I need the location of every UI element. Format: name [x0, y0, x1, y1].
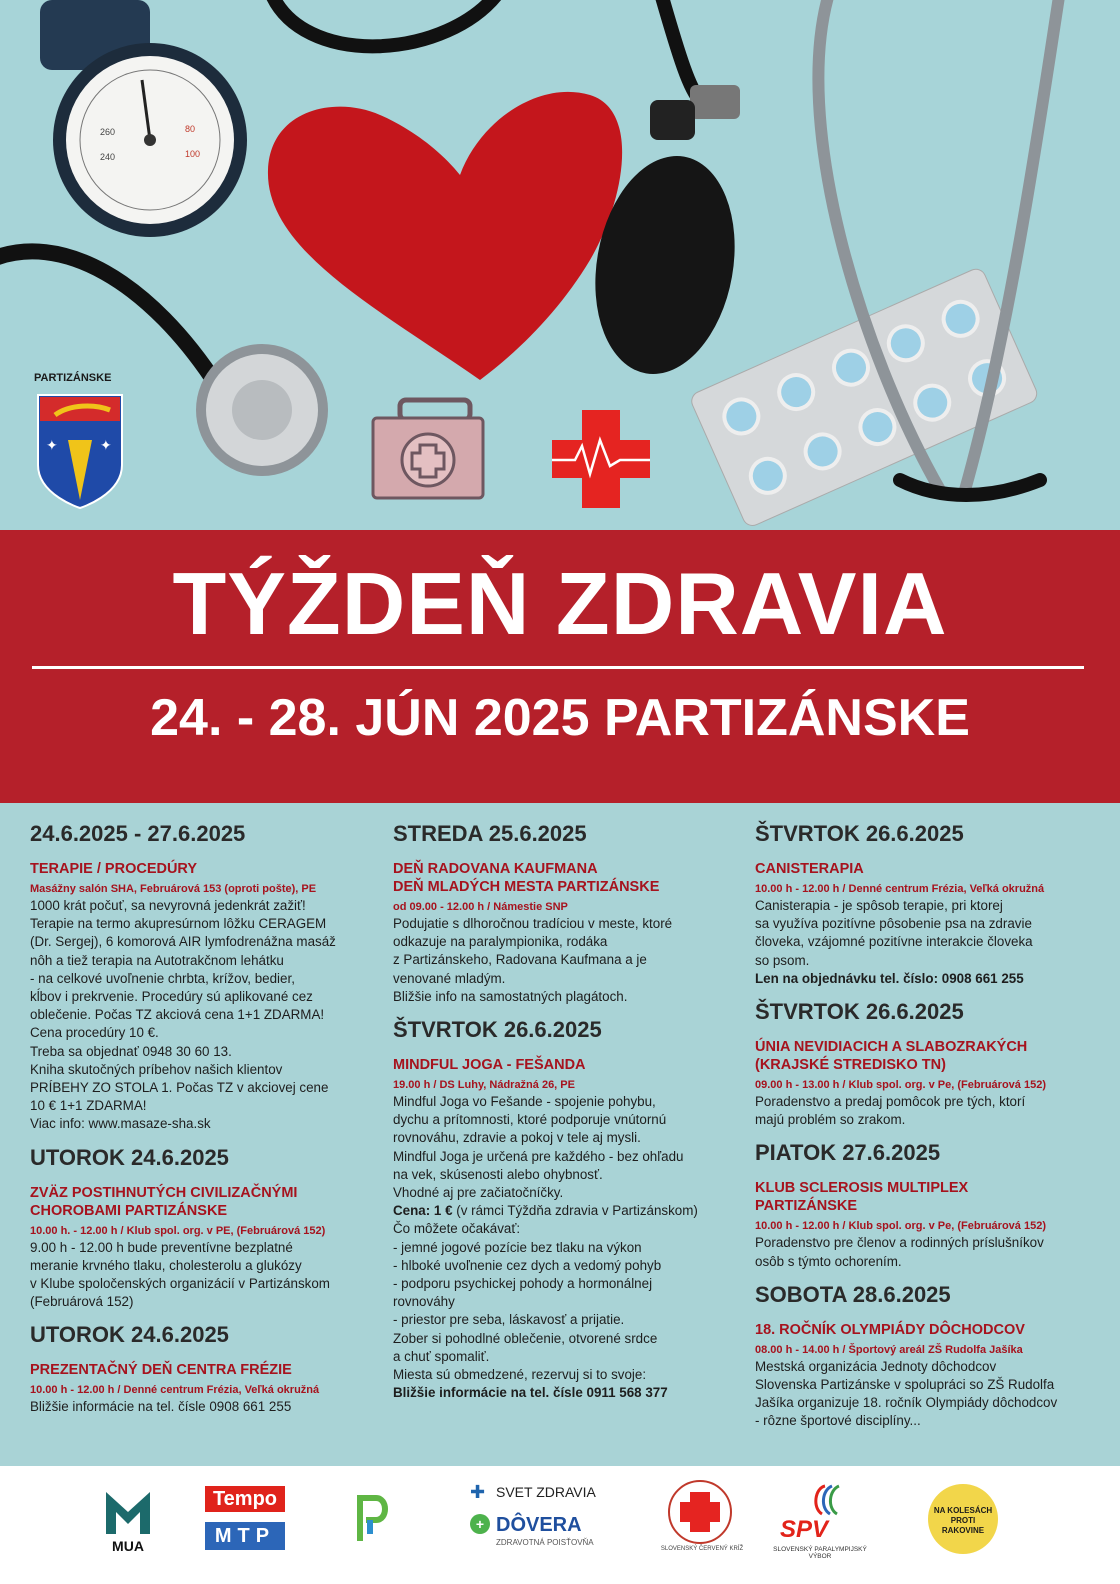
- event-price: [393, 1202, 733, 1220]
- hero-image: [0, 0, 1120, 530]
- medical-still-life: [0, 0, 1120, 530]
- event-block: [755, 998, 1095, 1129]
- event-place: 10.00 h - 12.00 h / Denné centrum Frézia, Veľká okružná: [755, 883, 1045, 895]
- event-date: SOBOTA 28.6.2025: [755, 1281, 951, 1307]
- chestpiece-icon: [196, 344, 328, 476]
- event-title: MINDFUL JOGA - FEŠANDA: [393, 1057, 586, 1074]
- svg-text:✦: ✦: [100, 438, 112, 454]
- page-subtitle: 24. - 28. JÚN 2025 PARTIZÁNSKE: [150, 689, 970, 747]
- heart-icon: [268, 92, 622, 380]
- page-title: TÝŽDEŇ ZDRAVIA: [172, 554, 948, 653]
- event-block: [393, 820, 733, 1006]
- svet-zdravia-dovera-logo: ✚ SVET ZDRAVIA + DÔVERA ZDRAVOTNÁ POISŤOVŇA: [470, 1482, 596, 1547]
- program-column-3: [755, 820, 1095, 1441]
- event-date: 24.6.2025 - 27.6.2025: [30, 821, 246, 846]
- red-cross-logo: SLOVENSKÝ ČERVENÝ KRÍŽ: [668, 1480, 732, 1544]
- price-label: Cena: 1 €: [393, 1203, 453, 1219]
- event-block: [30, 1144, 382, 1312]
- event-description: Podujatie s dlhoročnou tradíciou v meste, ktoré odkazuje na paralympionika, rodáka z Partizánskeho, Radovana Kaufmana a je venované mladým. Bližšie info na samostatných plagátoch.: [393, 916, 673, 1004]
- event-date: STREDA 25.6.2025: [393, 821, 587, 846]
- town-crest-icon: [38, 395, 122, 508]
- event-description: 9.00 h - 12.00 h bude preventívne bezplatné meranie krvného tlaku, cholesterolu a glukózy v Klube spoločenských organizácií v Partizánskom (Februárová 152): [30, 1239, 330, 1310]
- green-p-logo: [352, 1486, 392, 1558]
- mua-logo: MUA: [98, 1484, 158, 1564]
- partner-logos: [0, 1466, 1120, 1584]
- event-date: PIATOK 27.6.2025: [755, 1140, 941, 1166]
- svg-text:240: 240: [100, 152, 116, 162]
- event-title: ÚNIA NEVIDIACICH A SLABOZRAKÝCH (KRAJSKÉ STREDISKO TN): [755, 1039, 1028, 1074]
- price-note: (v rámci Týždňa zdravia v Partizánskom): [452, 1203, 698, 1219]
- tube-left-icon: [0, 251, 220, 390]
- program-column-2: [393, 820, 733, 1412]
- event-block: [755, 1281, 1095, 1431]
- event-title: TERAPIE / PROCEDÚRY: [30, 861, 198, 877]
- medical-cross-icon: [552, 410, 650, 508]
- event-title: KLUB SCLEROSIS MULTIPLEX PARTIZÁNSKE: [755, 1180, 969, 1215]
- event-description: Bližšie informácie na tel. čísle 0908 661 255: [30, 1399, 292, 1415]
- event-place: Masážny salón SHA, Februárová 153 (oproti pošte), PE: [30, 883, 317, 895]
- event-contact: Len na objednávku tel. číslo: 0908 661 255: [755, 970, 1024, 986]
- pressure-gauge-icon: [40, 0, 247, 237]
- spv-logo: SPV SLOVENSKÝ PARALYMPIJSKÝ VÝBOR: [770, 1480, 870, 1570]
- event-date: ŠTVRTOK 26.6.2025: [755, 821, 964, 846]
- program-column-1: [30, 820, 382, 1427]
- svg-text:80: 80: [185, 124, 196, 134]
- event-description: Mestská organizácia Jednoty dôchodcov Slovenska Partizánske v spolupráci so ZŠ Rudolfa Jašíka organizuje 18. ročník Olympiády dôchodcov - rôzne športové disciplíny...: [755, 1358, 1058, 1429]
- tube-top-icon: [270, 0, 500, 46]
- event-description: Canisterapia - je spôsob terapie, pri ktorej sa využíva pozitívne pôsobenie psa na zdravie človeka, vzájomné pozitívne interakcie človeka so psom.: [755, 898, 1033, 968]
- event-place: 09.00 h - 13.00 h / Klub spol. org. v Pe, (Februárová 152): [755, 1079, 1046, 1092]
- event-date: UTOROK 24.6.2025: [30, 1144, 229, 1170]
- event-title: DEŇ RADOVANA KAUFMANA DEŇ MLADÝCH MESTA PARTIZÁNSKE: [393, 861, 660, 895]
- event-block: [393, 1016, 733, 1402]
- event-date: ŠTVRTOK 26.6.2025: [755, 999, 964, 1025]
- event-description: Mindful Joga vo Fešande - spojenie pohybu, dychu a prítomnosti, ktoré podporuje vnútornú rovnováhu, zdravie a pokoj v tele aj mysli. Mindful Joga je určená pre každého - bez ohľadu na vek, skúsenosti alebo ohybnosť. Vhodné aj pre začiatočníčky.: [393, 1094, 684, 1201]
- event-title: CANISTERAPIA: [755, 861, 864, 877]
- event-date: UTOROK 24.6.2025: [30, 1322, 229, 1348]
- title-divider: [32, 666, 1084, 669]
- event-description: Poradenstvo pre členov a rodinných príslušníkov osôb s týmto ochorením.: [755, 1235, 1044, 1269]
- event-place: 08.00 h - 14.00 h / Športový areál ZŠ Rudolfa Jašíka: [755, 1343, 1023, 1356]
- event-description: 1000 krát počuť, sa nevyrovná jedenkrát zažiť! Terapie na termo akupresúrnom lôžku CERAGEM (Dr. Sergej), 6 komorová AIR lymfodrenážna masáž nôh a tiež terapia na Autotrakčnom lehátku - na celkové uvoľnenie chrbta, krížov, bedier, kĺbov i prekrvenie. Procedúry sú aplikované cez oblečenie. Počas TZ akciová cena 1+1 ZDARMA! Cena procedúry 10 €. Treba sa objednať 0948 30 60 13. Kniha skutočných príbehov našich klientov PRÍBEHY ZO STOLA 1. Počas TZ v akciovej cene 10 € 1+1 ZDARMA! Viac info: www.masaze-sha.sk: [30, 898, 336, 1132]
- event-title: ZVÄZ POSTIHNUTÝCH CIVILIZAČNÝMI CHOROBAMI PARTIZÁNSKE: [30, 1184, 298, 1219]
- tube-pump-icon: [660, 0, 700, 100]
- event-block: [30, 820, 382, 1134]
- event-description: Poradenstvo a predaj pomôcok pre tých, ktorí majú problém so zrakom.: [755, 1094, 1026, 1128]
- event-place: 10.00 h - 12.00 h / Denné centrum Frézia, Veľká okružná: [30, 1384, 320, 1397]
- event-date: ŠTVRTOK 26.6.2025: [393, 1017, 602, 1043]
- event-description-more: Čo môžete očakávať: - jemné jogové pozície bez tlaku na výkon - hlboké uvoľnenie cez dych a vedomý pohyb - podporu psychickej pohody a hormonálnej rovnováhy - priestor pre seba, láskavosť a prijatie. Zober si pohodlné oblečenie, otvorené srdce a chuť spomaliť. Miesta sú obmedzené, rezervuj si to svoje:: [393, 1221, 662, 1383]
- event-place: 19.00 h / DS Luhy, Nádražná 26, PE: [393, 1079, 575, 1092]
- event-block: [755, 1139, 1095, 1270]
- first-aid-kit-icon: [373, 400, 483, 498]
- event-title: PREZENTAČNÝ DEŇ CENTRA FRÉZIE: [30, 1362, 292, 1379]
- tempo-mtp-logo: Tempo MTP: [205, 1486, 285, 1562]
- event-place: 10.00 h - 12.00 h / Klub spol. org. v Pe, (Februárová 152): [755, 1220, 1046, 1233]
- na-kolesach-logo: NA KOLESÁCH PROTI RAKOVINE: [928, 1484, 998, 1554]
- event-title: 18. ROČNÍK OLYMPIÁDY DÔCHODCOV: [755, 1321, 1025, 1338]
- town-label: PARTIZÁNSKE: [34, 372, 112, 384]
- event-block: [755, 820, 1095, 988]
- event-place: od 09.00 - 12.00 h / Námestie SNP: [393, 901, 568, 913]
- svg-text:✦: ✦: [46, 438, 58, 454]
- event-block: [30, 1321, 382, 1416]
- event-place: 10.00 h. - 12.00 h / Klub spol. org. v PE, (Februárová 152): [30, 1224, 326, 1237]
- svg-text:260: 260: [100, 127, 116, 137]
- svg-text:100: 100: [185, 149, 201, 159]
- event-contact: Bližšie informácie na tel. čísle 0911 568 377: [393, 1385, 668, 1401]
